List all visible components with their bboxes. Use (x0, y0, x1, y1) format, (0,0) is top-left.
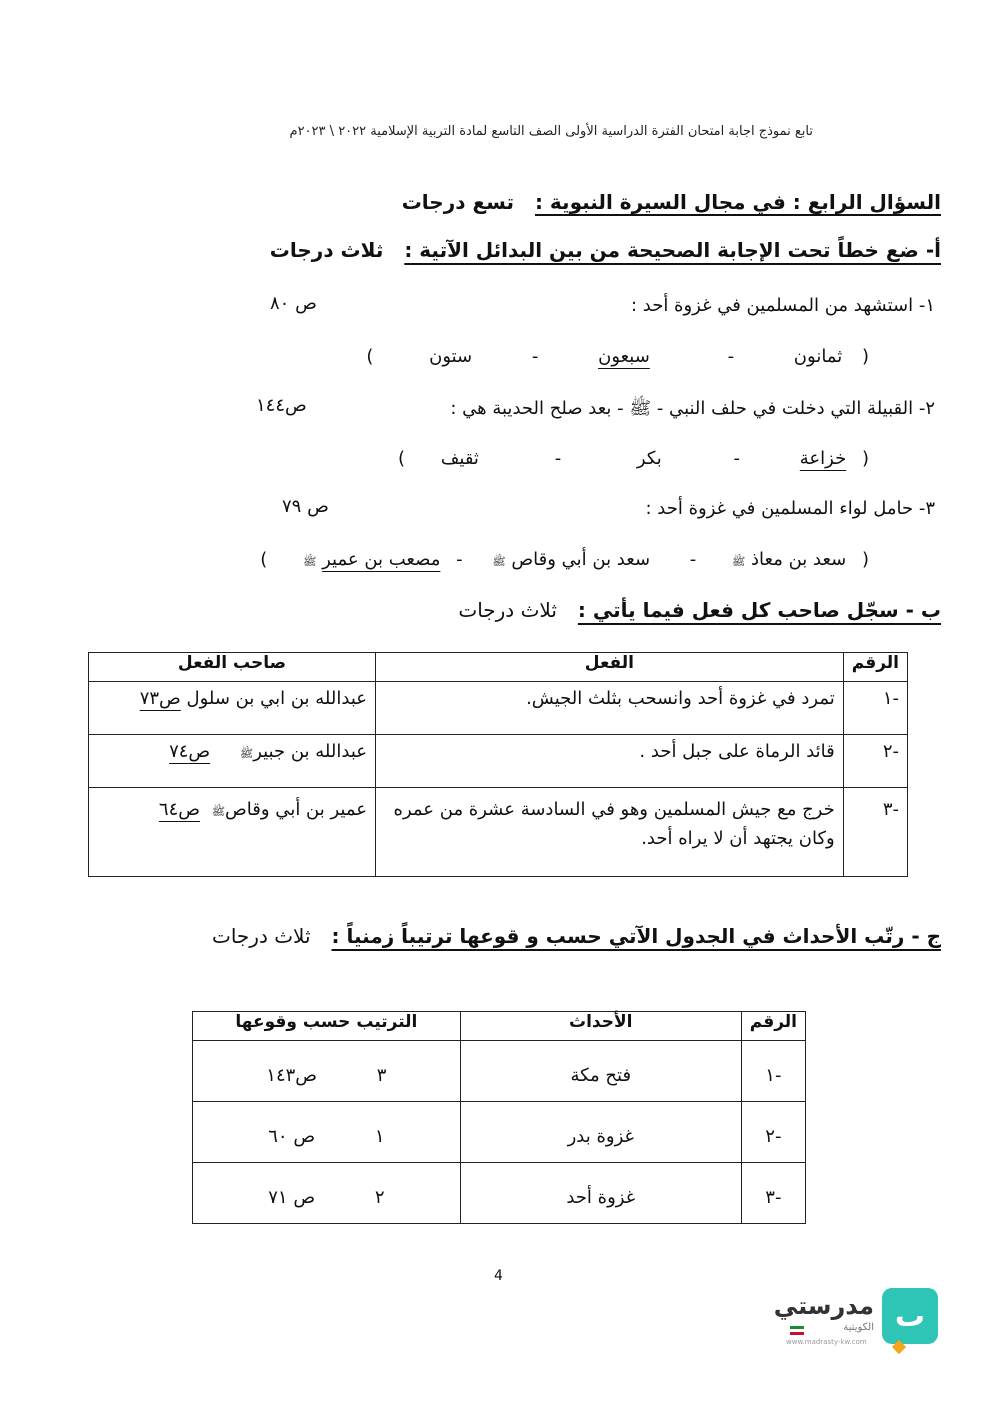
table-row (193, 1163, 806, 1224)
question-1-ref: ص ٨٠ (270, 293, 317, 314)
question-title-text: السؤال الرابع : في مجال السيرة النبوية : (534, 190, 941, 214)
paren-close: ) (398, 448, 406, 469)
question-1: ١- استشهد من المسلمين في غزوة أحد : (630, 295, 935, 316)
option-3a: سعد بن معاذ (751, 549, 847, 570)
order-value: ٢ (374, 1186, 385, 1208)
row-doer (89, 788, 376, 877)
page-header: تابع نموذج اجابة امتحان الفترة الدراسية الأولى الصف التاسع لمادة التربية الإسلامية ٢٠٢٢ \ ٢٠٢٣م (289, 124, 813, 139)
row-doer (89, 682, 376, 735)
question-2-ref: ص١٤٤ (256, 395, 307, 416)
table-row (193, 1102, 806, 1163)
logo-badge-icon: ٮ (882, 1288, 938, 1344)
separator: - (733, 448, 741, 469)
option-3b: سعد بن أبي وقاص (511, 549, 651, 570)
section-a-points: ثلاث درجات (269, 238, 384, 262)
order-ref: ص١٤٣ (266, 1064, 318, 1086)
table-row (193, 1041, 806, 1102)
row-event: غزوة بدر (460, 1102, 741, 1163)
order-ref: ص ٦٠ (268, 1125, 316, 1147)
row-number: -٢ (741, 1102, 805, 1163)
row-number: -٣ (741, 1163, 805, 1224)
doer-name: عبدالله بن جبير (253, 741, 367, 762)
doer-name: عبدالله بن ابي بن سلول (186, 688, 367, 709)
order-value: ٣ (376, 1064, 387, 1086)
separator: - (727, 346, 735, 367)
row-event: فتح مكة (460, 1041, 741, 1102)
doer-name: عمير بن أبي وقاص (225, 799, 367, 820)
question-3-options (260, 549, 869, 571)
row-number: -١ (843, 682, 907, 735)
sahabi-mark: ﷺ (492, 555, 506, 568)
row-act: قائد الرماة على جبل أحد . (376, 735, 844, 788)
question-2: ٢- القبيلة التي دخلت في حلف النبي - ﷺ - بعد صلح الحديبة هي : (450, 398, 935, 419)
row-doer (89, 735, 376, 788)
section-b-title-text: ب - سجّل صاحب كل فعل فيما يأتي : (577, 598, 941, 622)
row-order (193, 1041, 461, 1102)
page-number: 4 (494, 1268, 503, 1284)
section-b-points: ثلاث درجات (458, 598, 557, 622)
paren-open: ( (861, 448, 869, 469)
question-points: تسع درجات (401, 190, 514, 214)
logo-subtitle: الكويتية (843, 1322, 874, 1333)
option-1a: ثمانون (793, 346, 843, 367)
section-c-title (212, 924, 941, 948)
question-3-ref: ص ٧٩ (282, 496, 329, 517)
row-act: تمرد في غزوة أحد وانسحب بثلث الجيش. (376, 682, 844, 735)
acts-table (88, 652, 908, 877)
question-1-options (366, 346, 869, 367)
section-c-title-text: ج - رتّب الأحداث في الجدول الآتي حسب و قوعها ترتيباً زمنياً : (331, 924, 941, 948)
order-ref: ص ٧١ (268, 1186, 316, 1208)
separator: - (456, 549, 463, 570)
header-number: الرقم (741, 1012, 805, 1041)
header-act: الفعل (376, 653, 844, 682)
section-a-title (270, 238, 941, 262)
header-order: الترتيب حسب وقوعها (193, 1012, 461, 1041)
question-3: ٣- حامل لواء المسلمين في غزوة أحد : (645, 498, 935, 519)
section-c-points: ثلاث درجات (212, 924, 311, 948)
sahabi-mark: ﷺ (211, 805, 226, 818)
table-row (89, 682, 908, 735)
site-logo (773, 1288, 950, 1354)
option-1b-correct: سبعون (598, 346, 650, 367)
separator: - (531, 346, 539, 367)
separator: - (554, 448, 562, 469)
option-3c-correct: مصعب بن عمير (322, 549, 441, 570)
row-act: خرج مع جيش المسلمين وهو في السادسة عشرة من عمره وكان يجتهد أن لا يراه أحد. (376, 788, 844, 877)
row-number: -١ (741, 1041, 805, 1102)
header-events: الأحداث (460, 1012, 741, 1041)
option-1c: ستون (429, 346, 473, 367)
row-number: -٣ (843, 788, 907, 877)
row-order (193, 1163, 461, 1224)
option-2c: ثقيف (440, 448, 479, 469)
paren-close: ) (366, 346, 374, 367)
header-doer: صاحب الفعل (89, 653, 376, 682)
table-row (89, 788, 908, 877)
paren-close: ) (260, 549, 268, 570)
doer-ref: ص٦٤ (158, 799, 201, 820)
paren-open: ( (861, 549, 869, 570)
row-number: -٢ (843, 735, 907, 788)
logo-name: مدرستي (773, 1292, 874, 1320)
paren-open: ( (861, 346, 869, 367)
question-title (402, 190, 941, 214)
doer-ref: ص٧٤ (169, 741, 211, 762)
section-b-title (458, 598, 941, 622)
row-event: غزوة أحد (460, 1163, 741, 1224)
separator: - (689, 549, 697, 570)
section-a-title-text: أ- ضع خطاً تحت الإجابة الصحيحة من بين البدائل الآتية : (404, 238, 941, 262)
events-table (192, 1011, 806, 1224)
kuwait-flag-icon (790, 1326, 804, 1335)
doer-ref: ص٧٣ (139, 688, 181, 709)
table-row (89, 735, 908, 788)
logo-url: www.madrasty-kw.com (786, 1338, 867, 1346)
option-2a-correct: خزاعة (799, 448, 847, 469)
header-number: الرقم (843, 653, 907, 682)
sahabi-mark: ﷺ (303, 555, 317, 568)
row-order (193, 1102, 461, 1163)
order-value: ١ (374, 1125, 385, 1147)
option-2b: بكر (636, 448, 662, 469)
sahabi-mark: ﷺ (732, 555, 746, 568)
sahabi-mark: ﷺ (239, 747, 254, 760)
question-2-options (398, 448, 869, 469)
